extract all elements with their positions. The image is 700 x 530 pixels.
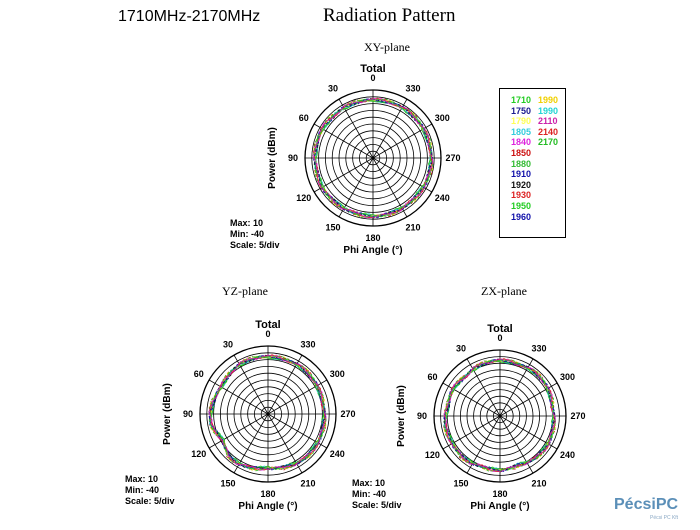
angle-tick-label: 90 bbox=[287, 153, 299, 163]
yz-plane-label: YZ-plane bbox=[222, 284, 268, 298]
angle-tick-label: 330 bbox=[300, 339, 316, 350]
brand-watermark: PécsiPC bbox=[614, 496, 679, 513]
scale-label: Scale: 5/div bbox=[125, 496, 175, 506]
legend-item: 1950 bbox=[511, 201, 532, 211]
legend-item: 2140 bbox=[538, 126, 559, 137]
frequency-legend bbox=[499, 88, 566, 238]
min-label: Min: -40 bbox=[352, 489, 387, 499]
legend-item: 1790 bbox=[511, 116, 532, 127]
angle-tick-label: 180 bbox=[260, 489, 276, 499]
legend-item: 1840 bbox=[511, 137, 532, 148]
angle-tick-label: 30 bbox=[222, 339, 234, 350]
grid-spoke bbox=[467, 359, 500, 416]
grid-spoke bbox=[209, 380, 268, 414]
polar-chart-svg bbox=[255, 56, 501, 272]
angle-tick-label: 270 bbox=[445, 153, 461, 163]
angle-tick-label: 270 bbox=[570, 411, 586, 421]
angle-tick-label: 0 bbox=[265, 329, 271, 339]
brand-watermark-sub: Pécsi PC Kft bbox=[650, 515, 679, 521]
max-label: Max: 10 bbox=[125, 474, 159, 484]
legend-item: 1805 bbox=[511, 126, 532, 137]
angle-tick-label: 90 bbox=[416, 411, 428, 421]
angle-tick-label: 90 bbox=[182, 409, 194, 419]
max-label: Max: 10 bbox=[352, 478, 386, 488]
x-axis-label: Phi Angle (°) bbox=[238, 501, 298, 512]
angle-tick-label: 240 bbox=[560, 450, 576, 460]
angle-tick-label: 180 bbox=[365, 233, 381, 243]
angle-tick-label: 150 bbox=[325, 222, 341, 233]
legend-item: 1990 bbox=[538, 105, 559, 116]
frequency-range-title: 1710MHz-2170MHz bbox=[118, 8, 261, 25]
grid-spoke bbox=[209, 414, 268, 448]
scale-label: Scale: 5/div bbox=[230, 240, 280, 250]
x-axis-label: Phi Angle (°) bbox=[470, 501, 530, 512]
angle-tick-label: 60 bbox=[298, 113, 309, 123]
max-label: Max: 10 bbox=[230, 218, 264, 228]
yz-scale-info bbox=[125, 474, 175, 507]
angle-tick-label: 120 bbox=[296, 193, 312, 203]
angle-tick-label: 210 bbox=[531, 478, 547, 489]
angle-tick-label: 180 bbox=[492, 489, 508, 499]
legend-item: 1910 bbox=[511, 169, 532, 180]
angle-tick-label: 150 bbox=[220, 478, 236, 489]
legend-item: 1710 bbox=[511, 95, 532, 105]
angle-tick-label: 330 bbox=[405, 83, 421, 94]
angle-tick-label: 0 bbox=[370, 73, 376, 83]
angle-tick-label: 240 bbox=[329, 449, 345, 459]
zx-plane-label: ZX-plane bbox=[481, 284, 527, 298]
legend-item: 2170 bbox=[538, 137, 559, 148]
angle-tick-label: 270 bbox=[340, 409, 356, 419]
legend-item: 2110 bbox=[538, 116, 558, 127]
legend-item: 1920 bbox=[511, 179, 532, 190]
angle-tick-label: 330 bbox=[531, 343, 547, 354]
angle-tick-label: 120 bbox=[424, 450, 440, 460]
angle-tick-label: 300 bbox=[434, 113, 450, 123]
legend-item: 1960 bbox=[511, 211, 532, 222]
y-axis-label: Power (dBm) bbox=[396, 385, 407, 447]
angle-tick-label: 300 bbox=[329, 369, 345, 379]
xy-scale-info bbox=[230, 218, 280, 251]
zx-scale-info bbox=[352, 478, 402, 511]
chart-title: Total bbox=[487, 323, 513, 335]
legend-item: 1930 bbox=[511, 190, 532, 201]
page-title: Radiation Pattern bbox=[323, 5, 456, 26]
x-axis-label: Phi Angle (°) bbox=[343, 245, 403, 256]
zx-plane-polar-chart bbox=[384, 316, 626, 528]
legend-item: 1850 bbox=[511, 148, 532, 158]
chart-title: Total bbox=[360, 63, 386, 75]
chart-title: Total bbox=[255, 319, 281, 331]
angle-tick-label: 300 bbox=[560, 372, 576, 382]
polar-chart-svg bbox=[384, 316, 626, 528]
xy-plane-label: XY-plane bbox=[364, 40, 410, 54]
angle-tick-label: 150 bbox=[453, 478, 469, 489]
min-label: Min: -40 bbox=[125, 485, 160, 495]
angle-tick-label: 120 bbox=[191, 449, 207, 459]
legend-item: 1750 bbox=[511, 105, 532, 116]
angle-tick-label: 210 bbox=[405, 222, 421, 233]
angle-tick-label: 240 bbox=[434, 193, 450, 203]
angle-tick-label: 0 bbox=[497, 333, 503, 343]
legend-item: 1880 bbox=[511, 158, 532, 169]
y-axis-label: Power (dBm) bbox=[267, 127, 278, 189]
scale-label: Scale: 5/div bbox=[352, 500, 402, 510]
min-label: Min: -40 bbox=[230, 229, 265, 239]
angle-tick-label: 60 bbox=[193, 369, 204, 379]
angle-tick-label: 30 bbox=[455, 343, 467, 354]
y-axis-label: Power (dBm) bbox=[162, 383, 173, 445]
angle-tick-label: 60 bbox=[427, 372, 438, 382]
xy-plane-polar-chart bbox=[255, 56, 501, 272]
angle-tick-label: 210 bbox=[300, 478, 316, 489]
legend-item: 1990 bbox=[538, 95, 559, 105]
angle-tick-label: 30 bbox=[327, 83, 339, 94]
